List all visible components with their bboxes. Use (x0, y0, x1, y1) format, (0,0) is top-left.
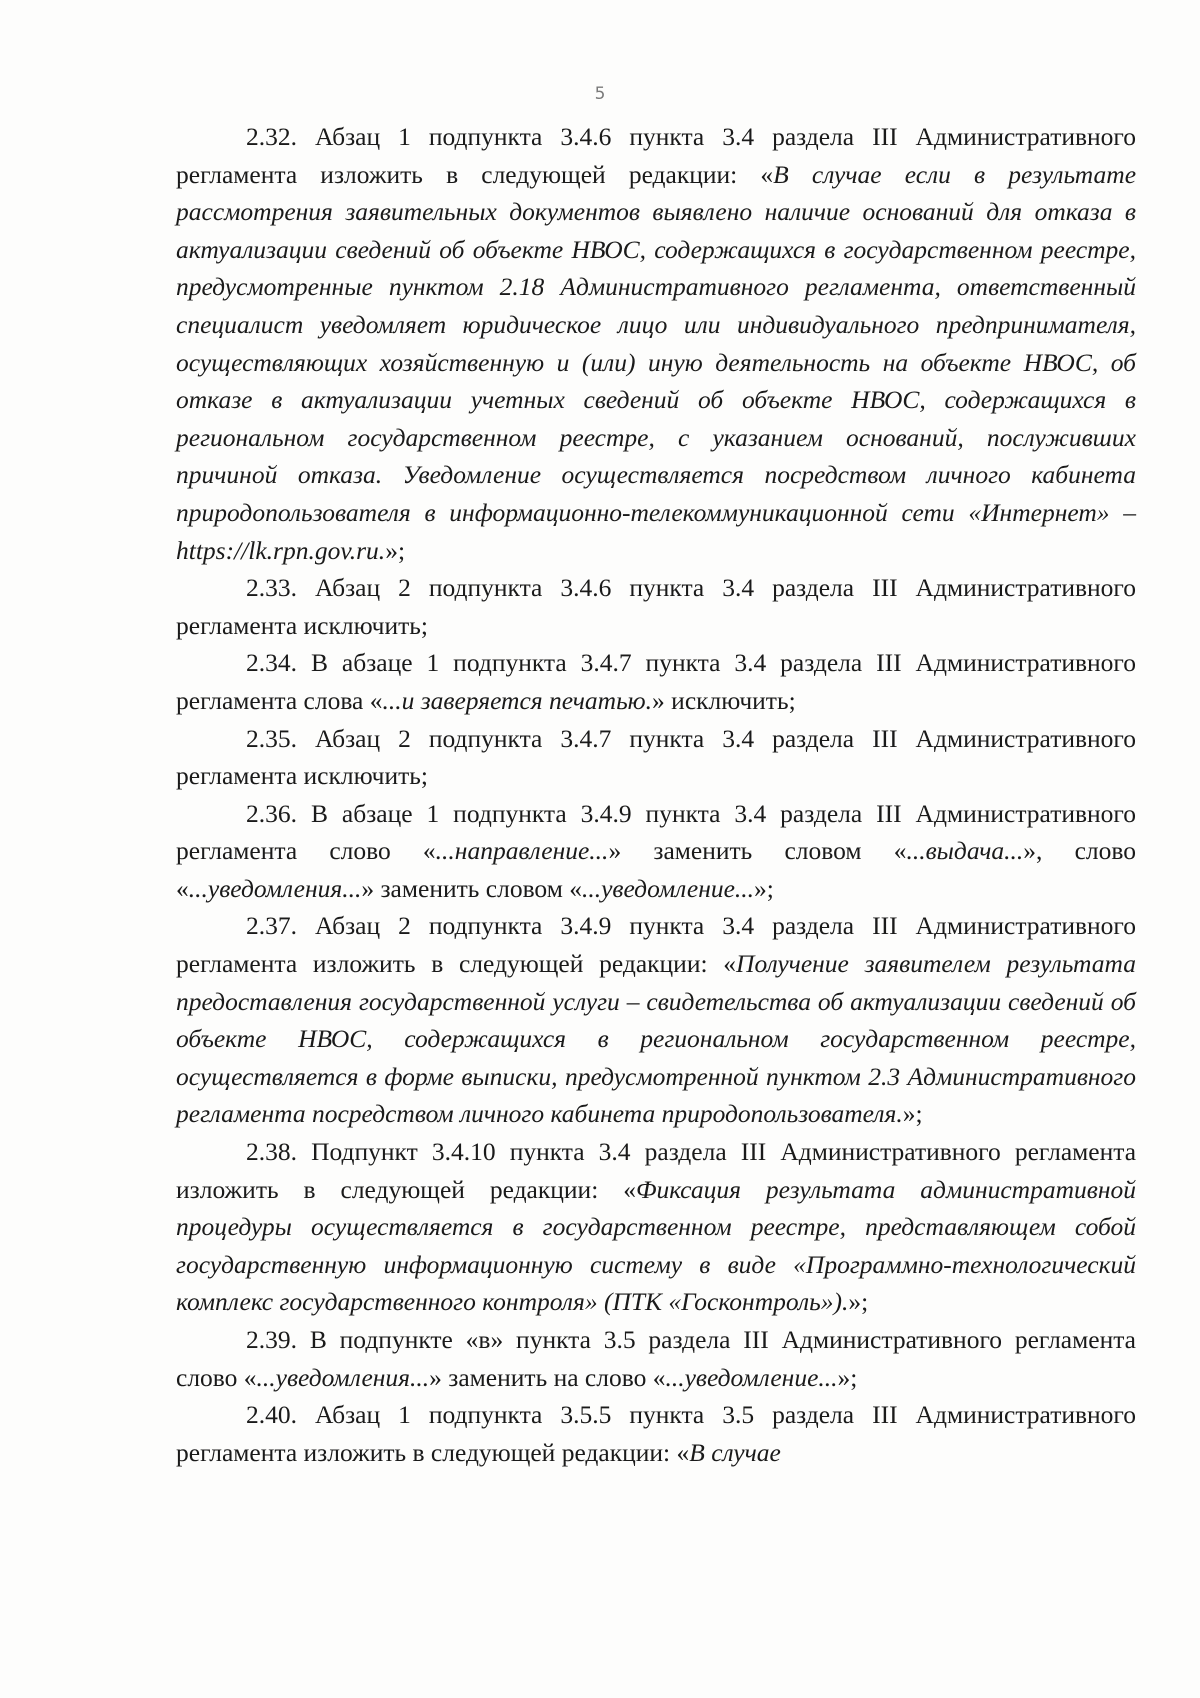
paragraph-2-39 (176, 1321, 1136, 1396)
quoted-text: Фиксация результата административной процедуры осуществляется в государственном реестре, представляющем собой государственную информационную систему в виде «Программно-технологический комплекс государственного контроля» (ПТК «Госконтроль»). (176, 1174, 1136, 1317)
paragraph-text-end: »; (837, 1362, 858, 1392)
paragraph-number: 2.35. (246, 723, 297, 753)
quoted-text: Получение заявителем результата предоставления государственной услуги – свидетельства об актуализации сведений об объекте НВОС, содержащихся в региональном государственном реестре, осуществляется в форме выписки, предусмотренной пунктом 2.3 Административного регламента посредством личного кабинета природопользователя. (176, 949, 1137, 1129)
paragraph-text: », слово « (176, 836, 1136, 903)
paragraph-2-34 (176, 644, 1136, 719)
quoted-text: ...уведомления... (188, 873, 362, 903)
paragraph-number: 2.38. (246, 1137, 297, 1167)
quoted-text: ...уведомления... (256, 1362, 430, 1392)
quoted-text: ...и заверяется печатью. (382, 685, 653, 715)
page-number: 5 (594, 84, 606, 104)
paragraph-text-end: »; (848, 1287, 869, 1317)
paragraph-text-end: »; (385, 535, 406, 565)
paragraph-2-32 (176, 118, 1136, 569)
paragraph-text: В абзаце 1 подпункта 3.4.9 пункта 3.4 раздела III Административного регламента слово « (176, 798, 1136, 866)
paragraph-text: Абзац 1 подпункта 3.5.5 пункта 3.5 раздела III Административного регламента изложить в следующей редакции: « (176, 1400, 1137, 1467)
paragraph-text: Абзац 2 подпункта 3.4.7 пункта 3.4 раздела III Административного регламента исключить; (176, 723, 1137, 791)
paragraph-text: Абзац 2 подпункта 3.4.9 пункта 3.4 раздела III Административного регламента изложить в следующей редакции: « (176, 911, 1137, 979)
quoted-text: В случае (689, 1437, 781, 1467)
paragraph-number: 2.39. (246, 1325, 297, 1354)
paragraph-number: 2.36. (246, 798, 297, 828)
paragraph-text: Абзац 1 подпункта 3.4.6 пункта 3.4 раздела III Административного регламента изложить в следующей редакции: « (176, 122, 1137, 189)
paragraph-text: » заменить словом « (608, 836, 907, 866)
paragraph-2-40 (176, 1396, 1136, 1471)
paragraph-2-36 (176, 795, 1136, 908)
paragraph-number: 2.32. (246, 122, 297, 151)
paragraph-text: В абзаце 1 подпункта 3.4.7 пункта 3.4 раздела III Административного регламента слова « (176, 648, 1136, 715)
document-body (176, 118, 1136, 1471)
paragraph-text: » заменить на слово « (429, 1362, 666, 1392)
paragraph-2-38 (176, 1133, 1136, 1321)
paragraph-text: Абзац 2 подпункта 3.4.6 пункта 3.4 раздела III Административного регламента исключить; (176, 573, 1137, 640)
paragraph-text-end: »; (902, 1099, 923, 1129)
paragraph-text-end: » исключить; (652, 685, 796, 715)
paragraph-2-33 (176, 569, 1136, 644)
quoted-text: В случае если в результате рассмотрения заявительных документов выявлено наличие оснований для отказа в актуализации сведений об объекте НВОС, содержащихся в государственном реестре, предусмотренные пунктом 2.18 Административного регламента, ответственный специалист уведомляет юридическое лицо или индивидуального предпринимателя, осуществляющих хозяйственную и (или) иную деятельность на объекте НВОС, об отказе в актуализации учетных сведений об объекте НВОС, содержащихся в региональном государственном реестре, с указанием оснований, послуживших причиной отказа. Уведомление осуществляется посредством личного кабинета природопользователя в информационно-телекоммуникационной сети «Интернет» – https://lk.rpn.gov.ru. (176, 159, 1137, 565)
paragraph-2-35 (176, 720, 1136, 795)
paragraph-number: 2.34. (246, 648, 297, 678)
paragraph-2-37 (176, 907, 1136, 1133)
paragraph-number: 2.33. (246, 573, 297, 603)
quoted-text: ...направление... (435, 836, 609, 866)
paragraph-number: 2.37. (246, 911, 297, 941)
paragraph-text: » заменить словом « (361, 873, 582, 903)
paragraph-number: 2.40. (246, 1400, 297, 1430)
quoted-text: ...уведомление... (665, 1362, 838, 1392)
paragraph-text-end: »; (754, 873, 774, 903)
quoted-text: ...выдача... (906, 836, 1024, 866)
paragraph-text: В подпункте «в» пункта 3.5 раздела III Административного регламента слово « (176, 1325, 1137, 1392)
quoted-text: ...уведомление... (581, 873, 755, 903)
paragraph-text: Подпункт 3.4.10 пункта 3.4 раздела III Административного регламента изложить в следующей редакции: « (176, 1137, 1137, 1204)
